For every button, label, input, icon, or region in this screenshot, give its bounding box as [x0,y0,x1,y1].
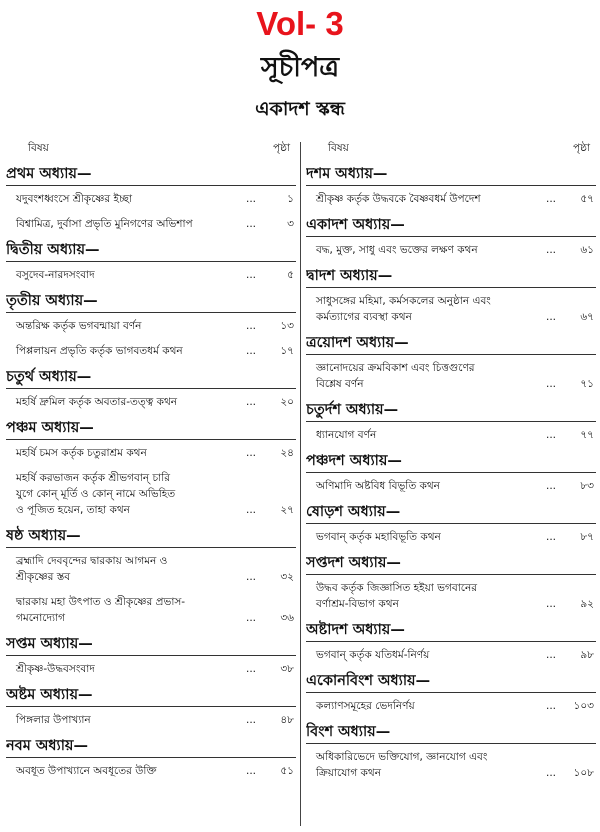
toc-entry [306,422,596,447]
entry-text: অন্তরিক্ষ কর্তৃক ভগবন্মায়া বর্ণন [16,320,142,332]
entry-dots: ... [245,447,256,459]
entry-page-number: ৫ [287,269,294,281]
chapter-underline [6,388,296,389]
chapter-title: অষ্টম অধ্যায়— [6,687,93,703]
entry-dots: ... [545,598,556,610]
entry-dots: ... [545,649,556,661]
chapter-underline [6,185,296,186]
toc-entry [6,313,296,338]
chapter-underline [6,261,296,262]
chapter-underline [306,287,596,288]
entry-page-number: ২০ [280,396,294,408]
chapter-title: ষোড়শ অধ্যায়— [306,504,401,520]
entry-text: অণিমাদি অষ্টবিধ বিভূতি কথন [316,480,440,492]
toc-entry [306,642,596,667]
entry-text: অধিকারিভেদে ভক্তিযোগ, জ্ঞানযোগ এবং ক্রিয়াযোগ কথন [316,751,488,779]
entry-dots: ... [245,714,256,726]
toc-entry [306,744,596,785]
entry-page-number: ৩ [287,218,294,230]
entry-text: জ্ঞানোদয়ের ক্রমবিকাশ এবং চিত্তগুণের বিশ্লেষ বর্ণন [316,362,475,390]
page-header: পৃষ্ঠা [572,142,590,154]
entry-dots: ... [245,504,256,516]
chapter-title: প্রথম অধ্যায়— [6,166,92,182]
chapter-heading [6,736,296,758]
chapter-title: তৃতীয় অধ্যায়— [6,293,98,309]
chapter-title: একাদশ অধ্যায়— [306,217,405,233]
chapter-heading [6,164,296,186]
chapter-heading [6,526,296,548]
toc-entry [306,237,596,262]
chapter-title: ষষ্ঠ অধ্যায়— [6,528,81,544]
chapter-heading [6,685,296,707]
chapter-heading [306,164,596,186]
entry-text: বদ্ধ, মুক্ত, সাধু এবং ভক্তের লক্ষণ কথন [316,244,478,256]
chapter-underline [306,743,596,744]
chapter-title: সপ্তম অধ্যায়— [6,636,93,652]
chapter-underline [306,574,596,575]
toc-entry [6,211,296,236]
chapter-heading [306,400,596,422]
entry-page-number: ৮৩ [580,480,594,492]
entry-text: ভগবান্ কর্তৃক যতিধর্ম-নির্ণয় [316,649,430,661]
chapter-title: চতুর্থ অধ্যায়— [6,369,92,385]
entry-dots: ... [245,345,256,357]
column-header [6,140,296,160]
entry-dots: ... [545,311,556,323]
chapter-title: পঞ্চদশ অধ্যায়— [306,453,402,469]
entry-text: মহর্ষি দ্রুমিল কর্তৃক অবতার-তত্ত্ব কথন [16,396,178,408]
chapter-title: ত্রয়োদশ অধ্যায়— [306,335,409,351]
chapter-title: পঞ্চম অধ্যায়— [6,420,94,436]
entry-text: যদুবংশধ্বংসে শ্রীকৃষ্ণের ইচ্ছা [16,193,132,205]
toc-entry [6,465,296,522]
entry-text: মহর্ষি করভাজন কর্তৃক শ্রীভগবান্ চারি যুগে কোন্ মূর্তি ও কোন্ নামে অভিহিত ও পূজিত হয়েন, তাহা কথন [16,472,176,516]
toc-entry [6,656,296,681]
entry-dots: ... [245,396,256,408]
section-subtitle: একাদশ স্কন্ধ [255,98,345,120]
chapter-underline [306,185,596,186]
toc-entry [6,440,296,465]
entry-page-number: ১৩ [280,320,294,332]
entry-text: শ্রীকৃষ্ণ কর্তৃক উদ্ধবকে বৈষ্ণবধর্ম উপদেশ [316,193,481,205]
entry-text: ভগবান্ কর্তৃক মহাবিভূতি কথন [316,531,441,543]
chapter-title: একোনবিংশ অধ্যায়— [306,673,431,689]
entry-page-number: ৮৭ [580,531,594,543]
toc-entry [6,389,296,414]
entry-page-number: ১০৩ [573,700,594,712]
entry-text: পিঙ্গলার উপাখ্যান [16,714,91,726]
entry-dots: ... [245,612,256,624]
entry-page-number: ৭১ [580,378,594,390]
entry-dots: ... [545,378,556,390]
entry-page-number: ১০৮ [573,767,594,779]
entry-text: বসুদেব-নারদসংবাদ [16,269,95,281]
chapter-title: চতুর্দশ অধ্যায়— [306,402,399,418]
chapter-heading [306,502,596,524]
toc-entry [6,186,296,211]
entry-text: ধ্যানযোগ বর্ণন [316,429,377,441]
entry-page-number: ৬১ [580,244,594,256]
entry-text: বিশ্বামিত্র, দুর্বাসা প্রভৃতি মুনিগণের অভিশাপ [16,218,193,230]
chapter-title: সপ্তদশ অধ্যায়— [306,555,401,571]
entry-dots: ... [545,767,556,779]
chapter-underline [6,706,296,707]
chapter-title: দশম অধ্যায়— [306,166,388,182]
chapter-title: বিংশ অধ্যায়— [306,724,391,740]
entry-dots: ... [245,193,256,205]
entry-page-number: ১ [287,193,294,205]
entry-text: মহর্ষি চমস কর্তৃক চতুরাশ্রম কথন [16,447,147,459]
entry-page-number: ৯৮ [580,649,594,661]
chapter-underline [306,354,596,355]
entry-text: সাধুসঙ্গের মহিমা, কর্মসকলের অনুষ্ঠান এবং কর্মত্যাগের ব্যবস্থা কথন [316,295,491,323]
chapter-heading [306,671,596,693]
toc-entry [306,355,596,396]
chapter-heading [306,266,596,288]
entry-text: ব্রহ্মাদি দেববৃন্দের দ্বারকায় আগমন ও শ্রীকৃষ্ণের স্তব [16,555,168,583]
topic-header: বিষয় [328,142,349,154]
toc-entry [6,548,296,589]
page-title: সূচীপত্র [260,52,340,83]
chapter-underline [6,312,296,313]
column-divider [300,142,301,826]
entry-dots: ... [245,663,256,675]
chapter-title: অষ্টাদশ অধ্যায়— [306,622,405,638]
chapter-underline [306,692,596,693]
entry-dots: ... [545,193,556,205]
chapter-heading [306,553,596,575]
toc-entry [306,186,596,211]
entry-dots: ... [245,218,256,230]
entry-dots: ... [245,571,256,583]
volume-label: Vol- 3 [256,5,344,42]
entry-text: শ্রীকৃষ্ণ-উদ্ধবসংবাদ [16,663,95,675]
entry-dots: ... [245,765,256,777]
chapter-underline [6,757,296,758]
toc-entry [6,707,296,732]
topic-header: বিষয় [28,142,49,154]
entry-page-number: ৩৬ [280,612,294,624]
entry-page-number: ২৭ [280,504,294,516]
chapter-underline [6,439,296,440]
entry-text: উদ্ধব কর্তৃক জিজ্ঞাসিত হইয়া ভগবানের বর্ণাশ্রম-বিভাগ কথন [316,582,478,610]
chapter-underline [306,421,596,422]
page-header: পৃষ্ঠা [272,142,290,154]
chapter-heading [306,215,596,237]
chapter-underline [306,641,596,642]
entry-dots: ... [545,480,556,492]
entry-dots: ... [545,700,556,712]
chapter-underline [6,655,296,656]
toc-entry [6,589,296,630]
chapter-underline [306,236,596,237]
entry-page-number: ৭৭ [580,429,594,441]
entry-page-number: ৫১ [280,765,294,777]
entry-text: দ্বারকায় মহা উৎপাত ও শ্রীকৃষ্ণের প্রভাস- গমনোদ্যোগ [16,596,186,624]
chapter-title: নবম অধ্যায়— [6,738,88,754]
toc-entry [306,693,596,718]
chapter-heading [306,620,596,642]
toc-entry [306,524,596,549]
toc-entry [6,262,296,287]
entry-text: কল্যাণসমূহের ভেদনির্ণয় [316,700,415,712]
chapter-title: দ্বিতীয় অধ্যায়— [6,242,100,258]
toc-entry [306,473,596,498]
chapter-heading [306,722,596,744]
entry-dots: ... [545,429,556,441]
entry-page-number: ২৪ [280,447,294,459]
chapter-heading [306,451,596,473]
toc-entry [306,575,596,616]
chapter-heading [6,418,296,440]
entry-page-number: ৩৮ [280,663,294,675]
entry-text: পিপ্পলায়ন প্রভৃতি কর্তৃক ভাগবতধর্ম কথন [16,345,183,357]
entry-page-number: ৬৭ [580,311,594,323]
chapter-title: দ্বাদশ অধ্যায়— [306,268,393,284]
chapter-heading [6,291,296,313]
chapter-underline [306,472,596,473]
entry-dots: ... [545,531,556,543]
entry-page-number: ৩২ [280,571,294,583]
column-header [306,140,596,160]
entry-text: অবধূত উপাখ্যানে অবধূতের উক্তি [16,765,157,777]
chapter-heading [6,240,296,262]
chapter-heading [6,367,296,389]
entry-dots: ... [545,244,556,256]
toc-column-right [306,140,596,830]
entry-page-number: ৯২ [580,598,594,610]
toc-entry [306,288,596,329]
entry-page-number: ৪৮ [280,714,294,726]
entry-page-number: ১৭ [280,345,294,357]
toc-entry [6,758,296,783]
entry-dots: ... [245,269,256,281]
chapter-underline [6,547,296,548]
chapter-underline [306,523,596,524]
toc-column-left [6,140,296,830]
chapter-heading [6,634,296,656]
entry-dots: ... [245,320,256,332]
chapter-heading [306,333,596,355]
toc-entry [6,338,296,363]
entry-page-number: ৫৭ [580,193,594,205]
